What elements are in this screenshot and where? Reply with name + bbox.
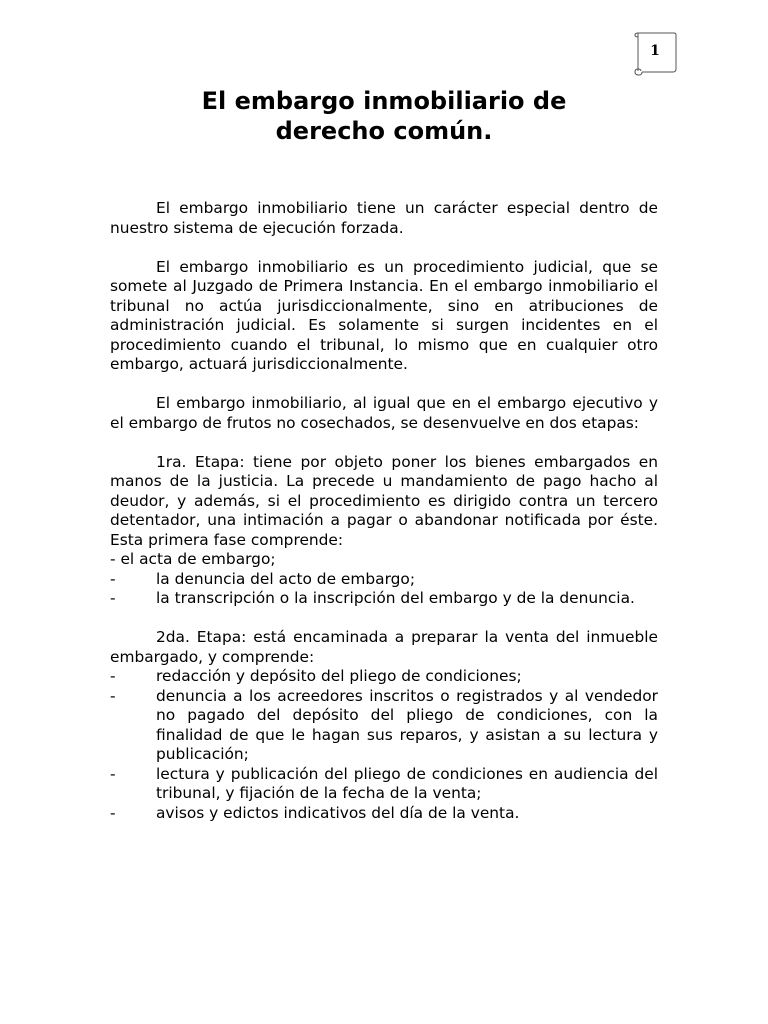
list-item-text: la transcripción o la inscripción del embargo y de la denuncia. xyxy=(156,589,635,607)
list-item-text: denuncia a los acreedores inscritos o registrados y al vendedor no pagado del depósito del pliego de condiciones, con la finalidad de que le hagan sus reparos, y asistan a su lectura y publicación; xyxy=(156,686,658,763)
title-line-2: derecho común. xyxy=(275,117,493,145)
stage-1-item xyxy=(110,589,658,609)
list-item-text: la denuncia del acto de embargo; xyxy=(156,569,416,588)
document-body xyxy=(110,199,658,843)
list-dash: - xyxy=(110,686,116,705)
list-dash: - xyxy=(110,803,116,822)
stage-2-intro: 2da. Etapa: está encaminada a preparar la venta del inmueble embargado, y comprende: xyxy=(110,628,658,666)
list-dash: - xyxy=(110,667,116,685)
list-dash: - xyxy=(110,589,116,607)
paragraph-3: El embargo inmobiliario, al igual que en el embargo ejecutivo y el embargo de frutos no cosechados, se desenvuelve en dos etapas: xyxy=(110,394,658,432)
stage-1-item xyxy=(110,570,658,590)
list-item-text: lectura y publicación del pliego de condiciones en audiencia del tribunal, y fijación de la fecha de la venta; xyxy=(156,764,658,802)
stage-2-item xyxy=(110,667,658,687)
document-title xyxy=(110,86,658,146)
stage-1-intro: 1ra. Etapa: tiene por objeto poner los bienes embargados en manos de la justicia. La precede u mandamiento de pago hacho al deudor, y además, si el procedimiento es dirigido contra un tercero detentador, una intimación a pagar o abandonar notificada por éste. Esta primera fase comprende: xyxy=(110,452,658,549)
paragraph-2: El embargo inmobiliario es un procedimiento judicial, que se somete al Juzgado de Primera Instancia. En el embargo inmobiliario el tribunal no actúa jurisdiccionalmente, sino en atribuciones de administración judicial. Es solamente si surgen incidentes en el procedimiento cuando el tribunal, lo mismo que en cualquier otro embargo, actuará jurisdiccionalmente. xyxy=(110,257,658,373)
stage-1-section xyxy=(110,453,658,609)
list-item-text: redacción y depósito del pliego de condiciones; xyxy=(156,667,522,685)
stage-2-item xyxy=(110,687,658,765)
stage-2-section xyxy=(110,628,658,823)
list-dash: - xyxy=(110,569,116,588)
page-number: 1 xyxy=(650,43,660,59)
title-line-1: El embargo inmobiliario de xyxy=(201,87,567,115)
stage-1-first-item: - el acta de embargo; xyxy=(110,550,276,568)
stage-2-item xyxy=(110,804,658,824)
list-dash: - xyxy=(110,764,116,783)
paragraph-1: El embargo inmobiliario tiene un carácter especial dentro de nuestro sistema de ejecución forzada. xyxy=(110,199,658,237)
page-number-badge xyxy=(633,31,677,77)
stage-2-item xyxy=(110,765,658,804)
list-item-text: avisos y edictos indicativos del día de la venta. xyxy=(156,803,520,822)
